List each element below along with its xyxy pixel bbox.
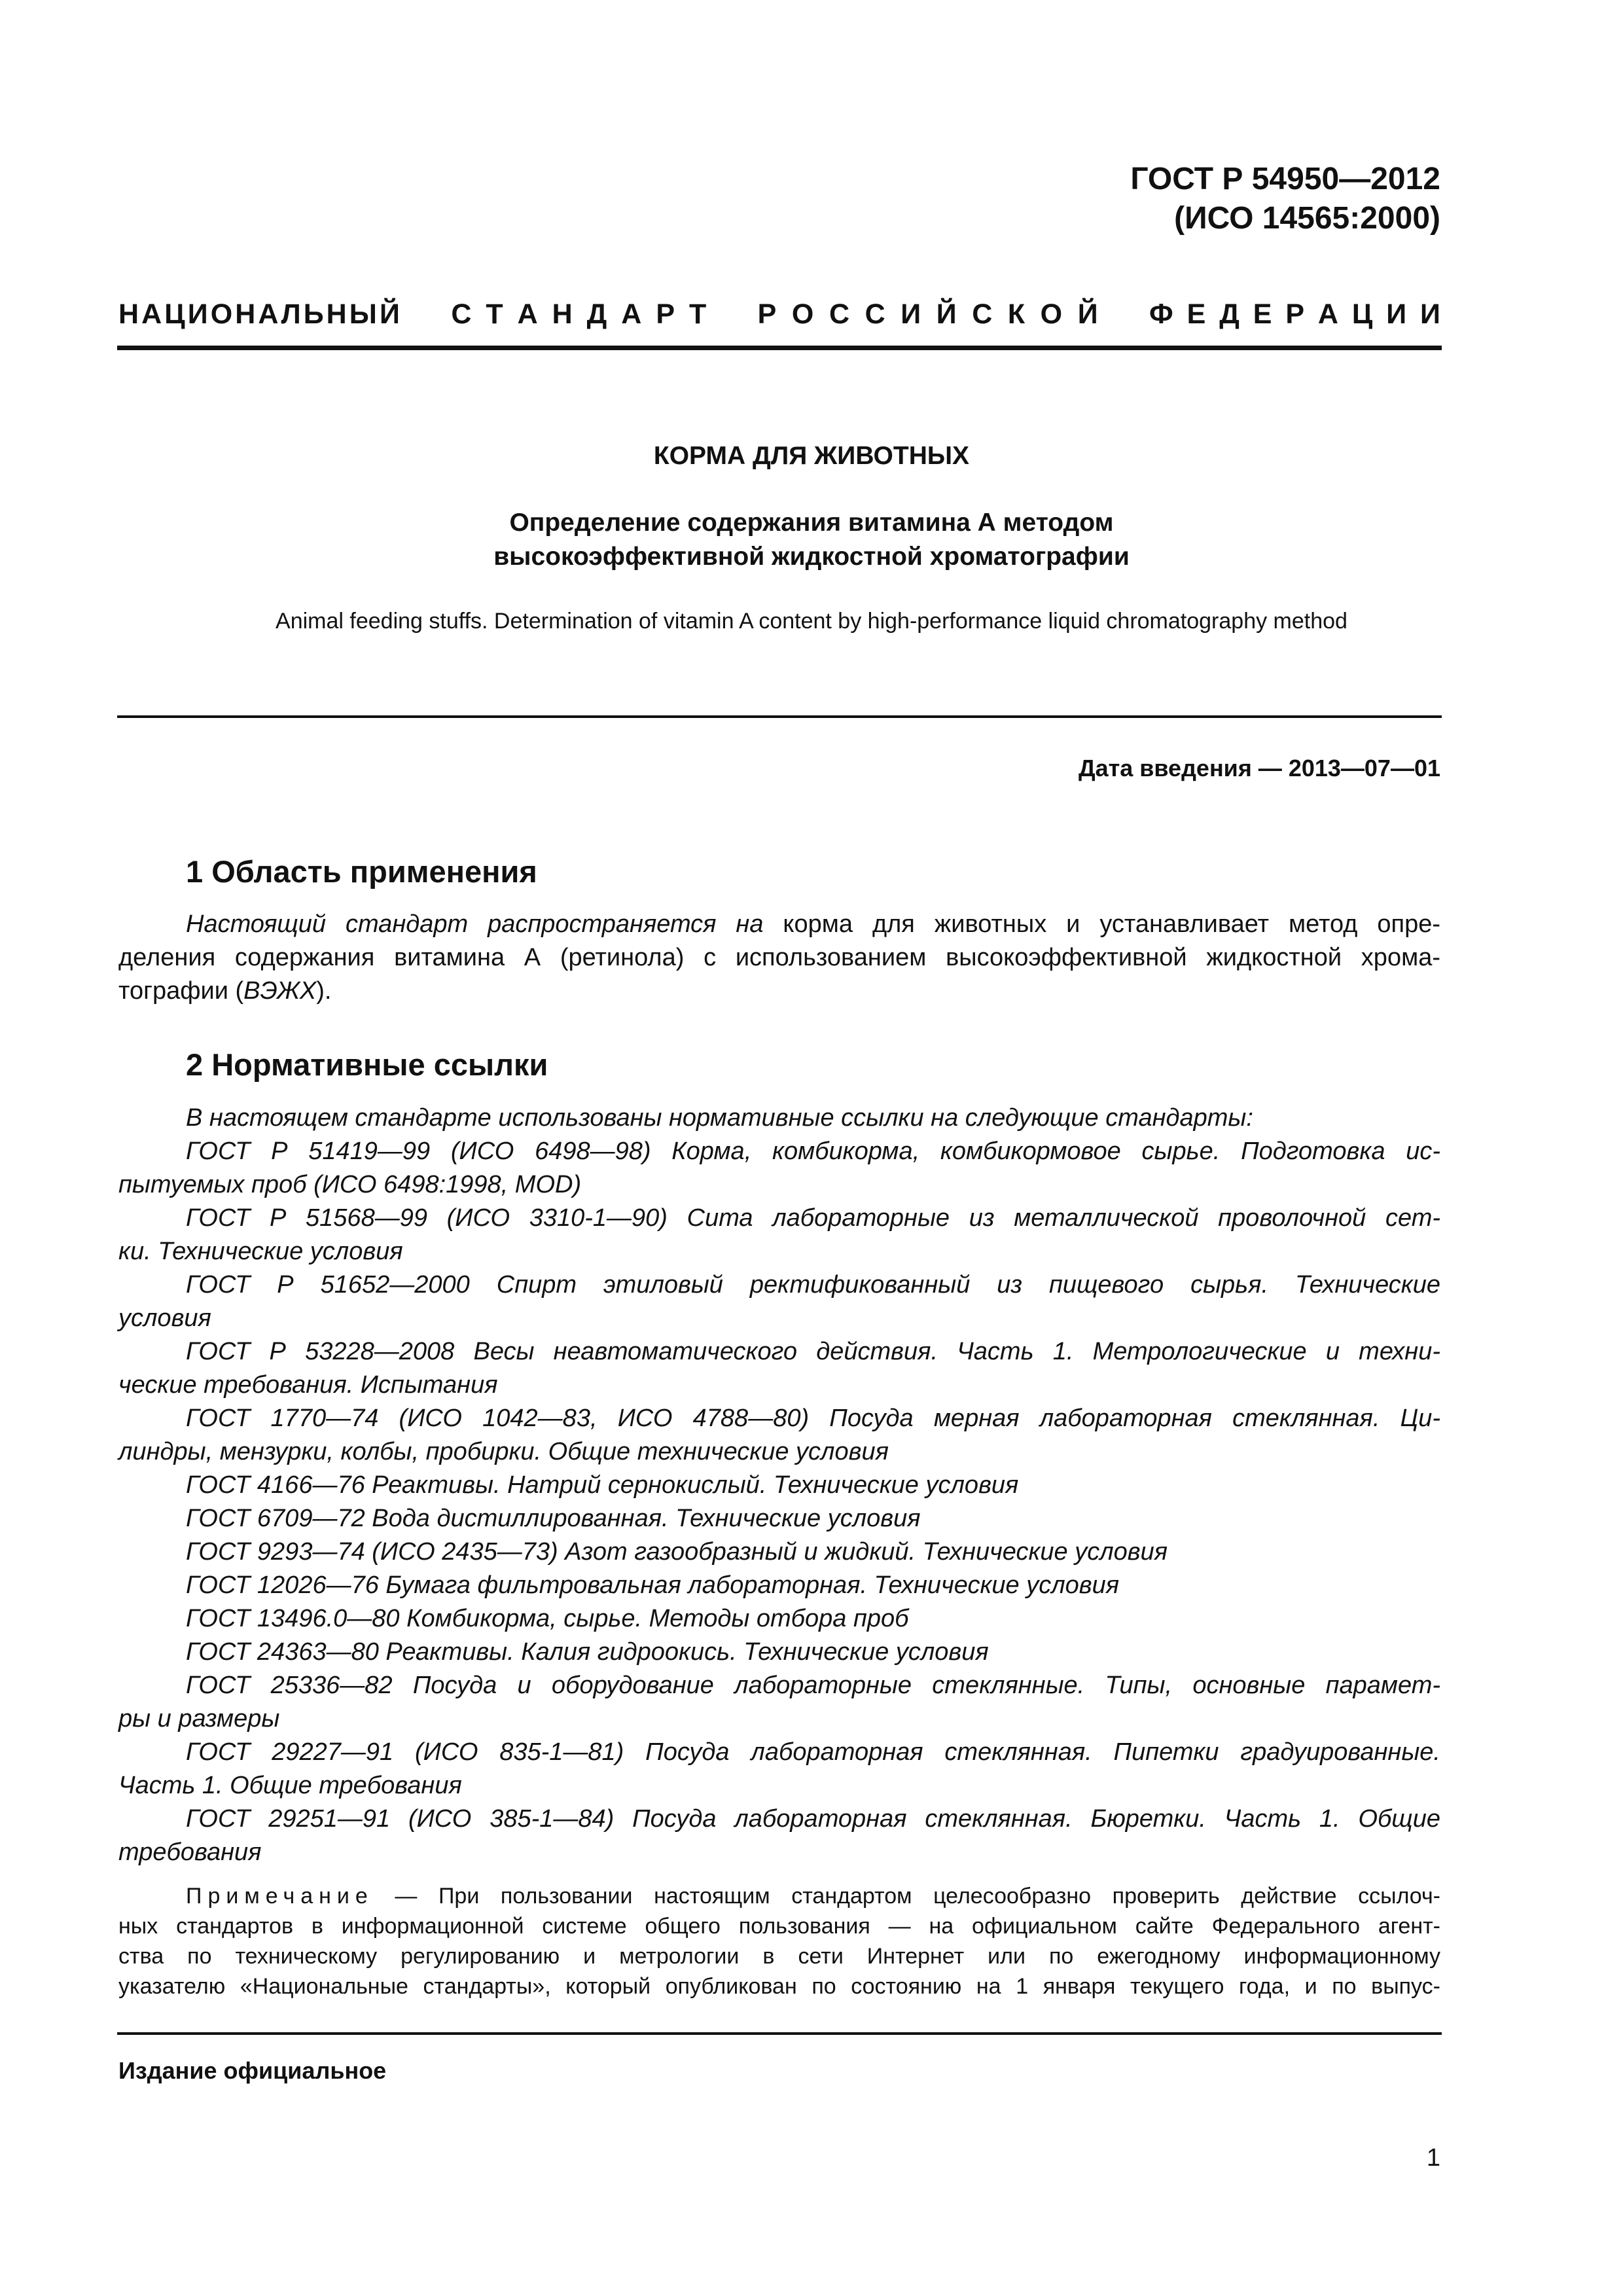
banner-word: Ф Е Д Е Р А Ц И И: [1149, 298, 1440, 330]
note-line-2: ных стандартов в информационной системе общего пользования — на официальном сайте Федерального агент-: [118, 1914, 1440, 1939]
introduction-date: Дата введения — 2013—07—01: [1078, 755, 1440, 781]
section-1-italic-lead: Настоящий стандарт распространяется на: [186, 910, 764, 938]
reference-line: ГОСТ Р 51652—2000 Спирт этиловый ректификованный из пищевого сырья. Технические: [186, 1271, 1440, 1299]
reference-line: пытуемых проб (ИСО 6498:1998, MOD): [118, 1171, 582, 1198]
reference-line: ГОСТ 12026—76 Бумага фильтровальная лабораторная. Технические условия: [186, 1571, 1120, 1599]
reference-line: ГОСТ Р 51419—99 (ИСО 6498—98) Корма, комбикорма, комбикормовое сырье. Подготовка ис-: [186, 1138, 1440, 1165]
reference-line: требования: [118, 1839, 262, 1866]
reference-line: ГОСТ 29251—91 (ИСО 385-1—84) Посуда лабораторная стеклянная. Бюретки. Часть 1. Общие: [186, 1805, 1440, 1833]
reference-line: ГОСТ 6709—72 Вода дистиллированная. Технические условия: [186, 1505, 921, 1532]
reference-line: условия: [118, 1304, 211, 1332]
reference-line: ГОСТ 9293—74 (ИСО 2435—73) Азот газообразный и жидкий. Технические условия: [186, 1538, 1168, 1566]
section-2-intro: [118, 1102, 1440, 1135]
section-1-line-3-end: ).: [316, 977, 332, 1005]
english-title: Animal feeding stuffs. Determination of vitamin A content by high-performance liquid chromatography method: [276, 609, 1347, 634]
normative-references-list: [118, 1135, 1440, 1869]
reference-line: ГОСТ 4166—76 Реактивы. Натрий сернокислый. Технические условия: [186, 1471, 1019, 1499]
reference-line: ческие требования. Испытания: [118, 1371, 498, 1399]
national-standard-banner: [118, 296, 1440, 332]
section-1-abbreviation: ВЭЖХ: [243, 977, 317, 1005]
section-1-line-3-start: тографии (: [118, 977, 244, 1005]
banner-word: С Т А Н Д А Р Т: [451, 298, 707, 330]
section-1-line-2: деления содержания витамина А (ретинола) с использованием высокоэффективной жидкостной хрома-: [118, 944, 1440, 971]
reference-line: ГОСТ 25336—82 Посуда и оборудование лабораторные стеклянные. Типы, основные парамет-: [186, 1672, 1440, 1699]
reference-line: Часть 1. Общие требования: [118, 1772, 462, 1799]
section-1-line-1: [118, 908, 1440, 941]
document-title: КОРМА ДЛЯ ЖИВОТНЫХ: [653, 442, 970, 470]
note-block: [118, 1881, 1440, 2001]
note-line-3: ства по техническому регулированию и метрологии в сети Интернет или по ежегодному информационному: [118, 1944, 1440, 1969]
reference-line: ГОСТ Р 53228—2008 Весы неавтоматического действия. Часть 1. Метрологические и техни-: [186, 1338, 1440, 1365]
banner-word: Н А Ц И О Н А Л Ь Н Ы Й: [118, 298, 400, 330]
reference-line: ГОСТ 29227—91 (ИСО 835-1—81) Посуда лабораторная стеклянная. Пипетки градуированные.: [186, 1738, 1440, 1766]
edition-label: Издание официальное: [118, 2057, 387, 2084]
note-line-1: [118, 1881, 1440, 1911]
reference-line: ГОСТ 24363—80 Реактивы. Калия гидроокись. Технические условия: [186, 1638, 989, 1666]
document-subtitle-line-1: Определение содержания витамина А методом: [509, 509, 1114, 537]
reference-line: ки. Технические условия: [118, 1238, 403, 1265]
section-1-heading: 1 Область применения: [186, 854, 537, 889]
reference-line: ГОСТ 13496.0—80 Комбикорма, сырье. Методы отбора проб: [186, 1605, 909, 1632]
section-1-line-3: [118, 975, 1440, 1008]
note-label: Примечание: [186, 1884, 374, 1909]
section-1-line-1-rest: корма для животных и устанавливает метод опре-: [763, 910, 1441, 938]
reference-line: ГОСТ 1770—74 (ИСО 1042—83, ИСО 4788—80) Посуда мерная лабораторная стеклянная. Ци-: [186, 1405, 1440, 1432]
section-2-intro-line: В настоящем стандарте использованы нормативные ссылки на следующие стандарты:: [186, 1104, 1253, 1132]
note-line-1-rest: — При пользовании настоящим стандартом целесообразно проверить действие ссылоч-: [373, 1884, 1440, 1909]
reference-line: ры и размеры: [118, 1705, 280, 1732]
note-line-4: указателю «Национальные стандарты», который опубликован по состоянию на 1 января текущего года, и по выпус-: [118, 1974, 1440, 1999]
iso-reference: (ИСО 14565:2000): [1174, 201, 1440, 236]
footer-rule: [117, 2032, 1442, 2035]
reference-line: линдры, мензурки, колбы, пробирки. Общие технические условия: [118, 1438, 889, 1465]
document-subtitle-line-2: высокоэффективной жидкостной хроматографии: [493, 543, 1130, 571]
page-number: 1: [1426, 2144, 1440, 2172]
section-1-body: [118, 908, 1440, 1008]
title-rule: [117, 715, 1442, 718]
reference-line: ГОСТ Р 51568—99 (ИСО 3310-1—90) Сита лабораторные из металлической проволочной сет-: [186, 1204, 1440, 1232]
section-2-heading: 2 Нормативные ссылки: [186, 1047, 548, 1082]
banner-word: Р О С С И Й С К О Й: [757, 298, 1098, 330]
header-rule: [117, 346, 1442, 350]
standard-number: ГОСТ Р 54950—2012: [1130, 162, 1440, 196]
